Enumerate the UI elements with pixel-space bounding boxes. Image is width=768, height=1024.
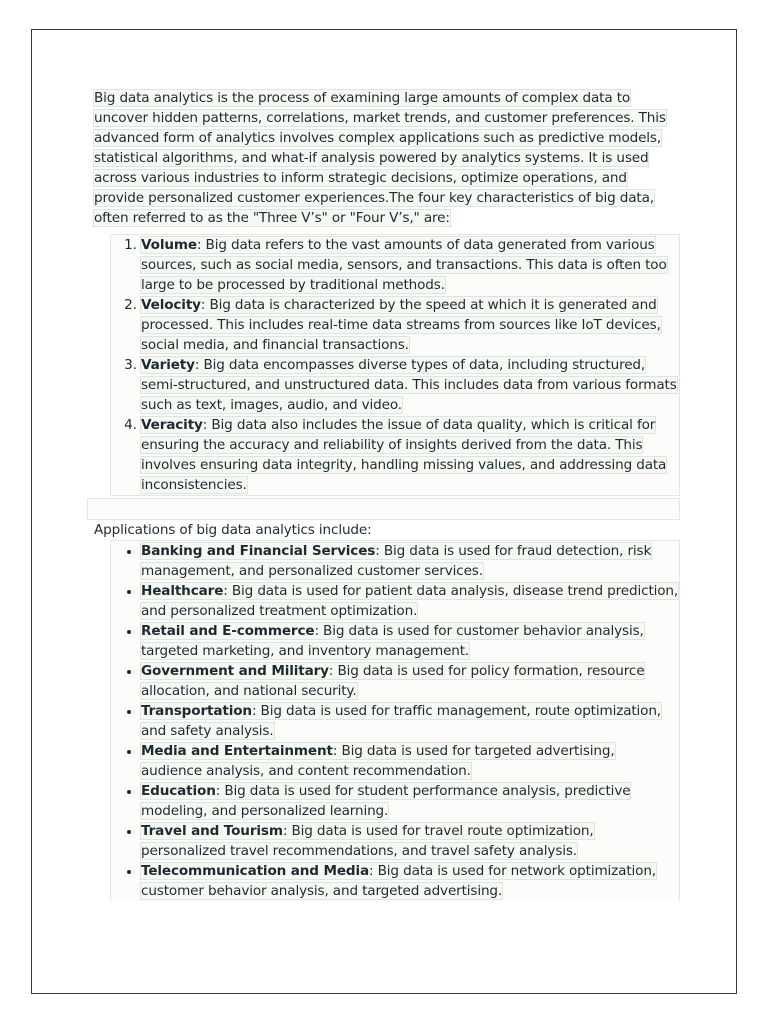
- application-desc: : Big data is used for policy formation, resource allocation, and national security.: [141, 663, 645, 699]
- list-item: [141, 621, 679, 661]
- intro-text: Big data analytics is the process of examining large amounts of complex data to uncover hidden patterns, correlations, market trends, and customer preferences. This advanced form of analytics involves complex applications such as predictive models, statistical algorithms, and what-if analysis powered by analytics systems. It is used across various industries to inform strategic decisions, optimize operations, and provide personalized customer experiences.The four key characteristics of big data, often referred to as the "Three V’s" or "Four V’s," are:: [94, 90, 666, 226]
- characteristic-desc: : Big data also includes the issue of data quality, which is critical for ensuring the accuracy and reliability of insights derived from the data. This involves ensuring data integrity, handling missing values, and addressing data inconsistencies.: [141, 417, 667, 493]
- characteristic-desc: : Big data refers to the vast amounts of data generated from various sources, such as social media, sensors, and transactions. This data is often too large to be processed by traditional methods.: [141, 237, 667, 293]
- document-page: [31, 29, 737, 994]
- application-term: Telecommunication and Media: [141, 863, 370, 879]
- application-desc: : Big data is used for student performance analysis, predictive modeling, and personalized learning.: [141, 783, 631, 819]
- application-term: Education: [141, 783, 216, 799]
- characteristic-term: Variety: [141, 357, 195, 373]
- application-desc: : Big data is used for targeted advertising, audience analysis, and content recommendation.: [141, 743, 615, 779]
- characteristic-desc: : Big data is characterized by the speed at which it is generated and processed. This includes real-time data streams from sources like IoT devices, social media, and financial transactions.: [141, 297, 661, 353]
- application-desc: : Big data is used for customer behavior analysis, targeted marketing, and inventory management.: [141, 623, 644, 659]
- characteristics-list: [111, 235, 679, 495]
- application-term: Banking and Financial Services: [141, 543, 376, 559]
- characteristic-desc: : Big data encompasses diverse types of data, including structured, semi-structured, and unstructured data. This includes data from various formats such as text, images, audio, and video.: [141, 357, 677, 413]
- intro-paragraph: [94, 88, 680, 228]
- application-desc: : Big data is used for travel route optimization, personalized travel recommendations, and travel safety analysis.: [141, 823, 594, 859]
- application-term: Retail and E-commerce: [141, 623, 315, 639]
- characteristic-term: Velocity: [141, 297, 201, 313]
- list-item: [141, 701, 679, 741]
- list-item: [141, 661, 679, 701]
- application-desc: : Big data is used for traffic management, route optimization, and safety analysis.: [141, 703, 661, 739]
- empty-paragraph: [87, 498, 680, 520]
- applications-list: [111, 541, 679, 901]
- list-item: [141, 295, 679, 355]
- application-desc: : Big data is used for network optimization, customer behavior analysis, and targeted advertising.: [141, 863, 656, 899]
- list-item: [141, 415, 679, 495]
- application-desc: : Big data is used for fraud detection, risk management, and personalized customer services.: [141, 543, 652, 579]
- characteristic-term: Veracity: [141, 417, 203, 433]
- applications-list-container: [110, 540, 680, 901]
- characteristics-list-container: [110, 234, 680, 496]
- applications-heading: Applications of big data analytics include:: [94, 522, 372, 538]
- list-item: [141, 581, 679, 621]
- list-item: [141, 235, 679, 295]
- application-term: Government and Military: [141, 663, 329, 679]
- characteristic-term: Volume: [141, 237, 197, 253]
- application-term: Transportation: [141, 703, 252, 719]
- list-item: [141, 541, 679, 581]
- list-item: [141, 355, 679, 415]
- list-item: [141, 781, 679, 821]
- application-term: Media and Entertainment: [141, 743, 333, 759]
- list-item: [141, 741, 679, 781]
- application-term: Healthcare: [141, 583, 224, 599]
- application-desc: : Big data is used for patient data analysis, disease trend prediction, and personalized treatment optimization.: [141, 583, 679, 619]
- application-term: Travel and Tourism: [141, 823, 283, 839]
- list-item: [141, 861, 679, 901]
- list-item: [141, 821, 679, 861]
- document-content: [94, 88, 680, 901]
